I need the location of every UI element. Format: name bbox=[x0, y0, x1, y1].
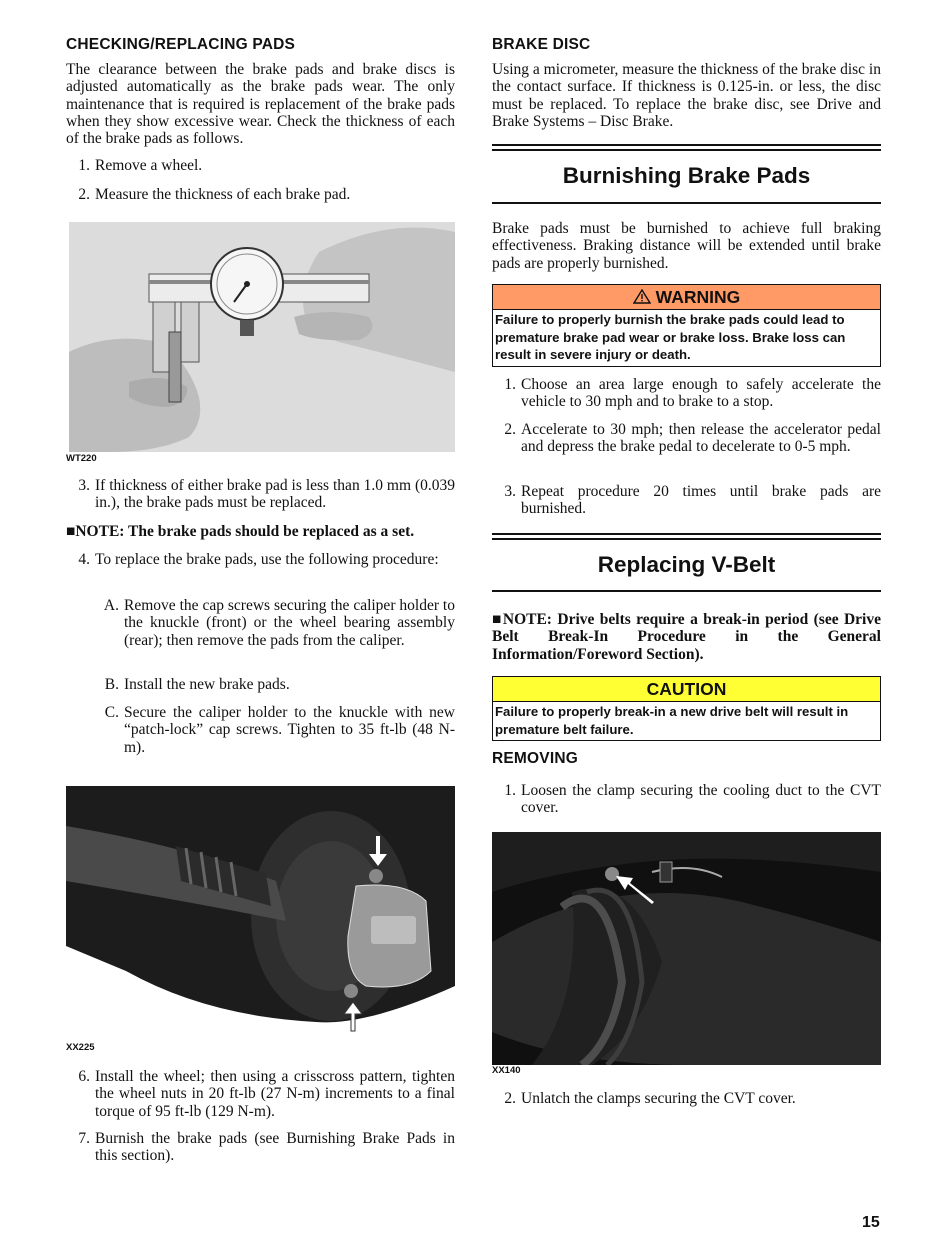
list-item: 2. Accelerate to 30 mph; then release the accelerator pedal and depress the brake pedal to decelerate to 0-5 mph. bbox=[504, 421, 881, 456]
list-item: 2. Unlatch the clamps securing the CVT cover. bbox=[504, 1090, 796, 1107]
warning-triangle-icon bbox=[633, 287, 656, 307]
warning-header: WARNING bbox=[493, 285, 880, 310]
sub-list-item: B. Install the new brake pads. bbox=[104, 676, 290, 693]
caution-box bbox=[492, 676, 881, 741]
list-item: 3. Repeat procedure 20 times until brake pads are burnished. bbox=[504, 483, 881, 518]
section-rule bbox=[492, 149, 881, 151]
section-rule bbox=[492, 144, 881, 146]
section-title-burnishing: Burnishing Brake Pads bbox=[562, 163, 811, 188]
sub-list-item: A. Remove the cap screws securing the caliper holder to the knuckle (front) or the wheel bearing assembly (rear); then remove the pads from the caliper. bbox=[103, 597, 455, 649]
photo-label-xx140: XX140 bbox=[492, 1065, 521, 1076]
section-rule bbox=[492, 538, 881, 540]
warning-box bbox=[492, 284, 881, 367]
list-item: 2. Measure the thickness of each brake pad. bbox=[78, 186, 351, 203]
sub-list-item: C. Secure the caliper holder to the knuckle with new “patch-lock” cap screws. Tighten to 35 ft-lb (48 N-m). bbox=[104, 704, 455, 756]
list-item: 1. Remove a wheel. bbox=[78, 157, 203, 174]
list-item: 7. Burnish the brake pads (see Burnishing Brake Pads in this section). bbox=[78, 1130, 455, 1165]
photo-label-wt220: WT220 bbox=[66, 453, 97, 464]
list-item: 3. If thickness of either brake pad is less than 1.0 mm (0.039 in.), the brake pads must be replaced. bbox=[78, 477, 455, 512]
brake-caliper-photo bbox=[66, 786, 455, 1038]
section-rule bbox=[492, 202, 881, 204]
cooling-duct-photo bbox=[492, 832, 881, 1065]
intro-paragraph: The clearance between the brake pads and brake discs is adjusted automatically as the brake pads wear. The only maintenance that is required is replacement of the brake pads when they show excessive wear. Check the thickness of each of the brake pads as follows. bbox=[66, 61, 455, 148]
page-number: 15 bbox=[862, 1214, 880, 1231]
section-rule bbox=[492, 590, 881, 592]
photo-label-xx225: XX225 bbox=[66, 1042, 95, 1053]
caliper-measurement-photo bbox=[69, 222, 455, 452]
heading-checking-replacing-pads: CHECKING/REPLACING PADS bbox=[66, 36, 296, 53]
list-item: 1. Loosen the clamp securing the cooling duct to the CVT cover. bbox=[504, 782, 881, 817]
burnish-intro: Brake pads must be burnished to achieve full braking effectiveness. Braking distance will be extended until brake pads are properly burnished. bbox=[492, 220, 881, 272]
brake-disc-paragraph: Using a micrometer, measure the thickness of the brake disc in the contact surface. If thickness is 0.125-in. or less, the disc must be replaced. To replace the brake disc, see Drive and Brake Systems – Disc Brake. bbox=[492, 61, 881, 130]
list-item: 4. To replace the brake pads, use the following procedure: bbox=[78, 551, 439, 568]
caution-header: CAUTION bbox=[493, 677, 880, 702]
section-title-vbelt: Replacing V-Belt bbox=[597, 552, 776, 577]
heading-removing: REMOVING bbox=[492, 750, 578, 767]
list-item: 1. Choose an area large enough to safely accelerate the vehicle to 30 mph and to brake to a stop. bbox=[504, 376, 881, 411]
note-drive-belts: ■NOTE: Drive belts require a break-in period (see Drive Belt Break-In Procedure in the General Information/Foreword Section). bbox=[492, 611, 881, 663]
note-replace-as-set: ■NOTE: The brake pads should be replaced as a set. bbox=[66, 523, 415, 540]
section-rule bbox=[492, 533, 881, 535]
heading-brake-disc: BRAKE DISC bbox=[492, 36, 591, 53]
list-item: 6. Install the wheel; then using a crisscross pattern, tighten the wheel nuts in 20 ft-lb (27 N-m) increments to a final torque of 95 ft-lb (129 N-m). bbox=[78, 1068, 455, 1120]
caution-body: Failure to properly break-in a new drive belt will result in premature belt failure. bbox=[495, 704, 849, 737]
warning-body: Failure to properly burnish the brake pads could lead to premature brake pad wear or brake loss. Brake loss can result in severe injury or death. bbox=[495, 312, 846, 362]
